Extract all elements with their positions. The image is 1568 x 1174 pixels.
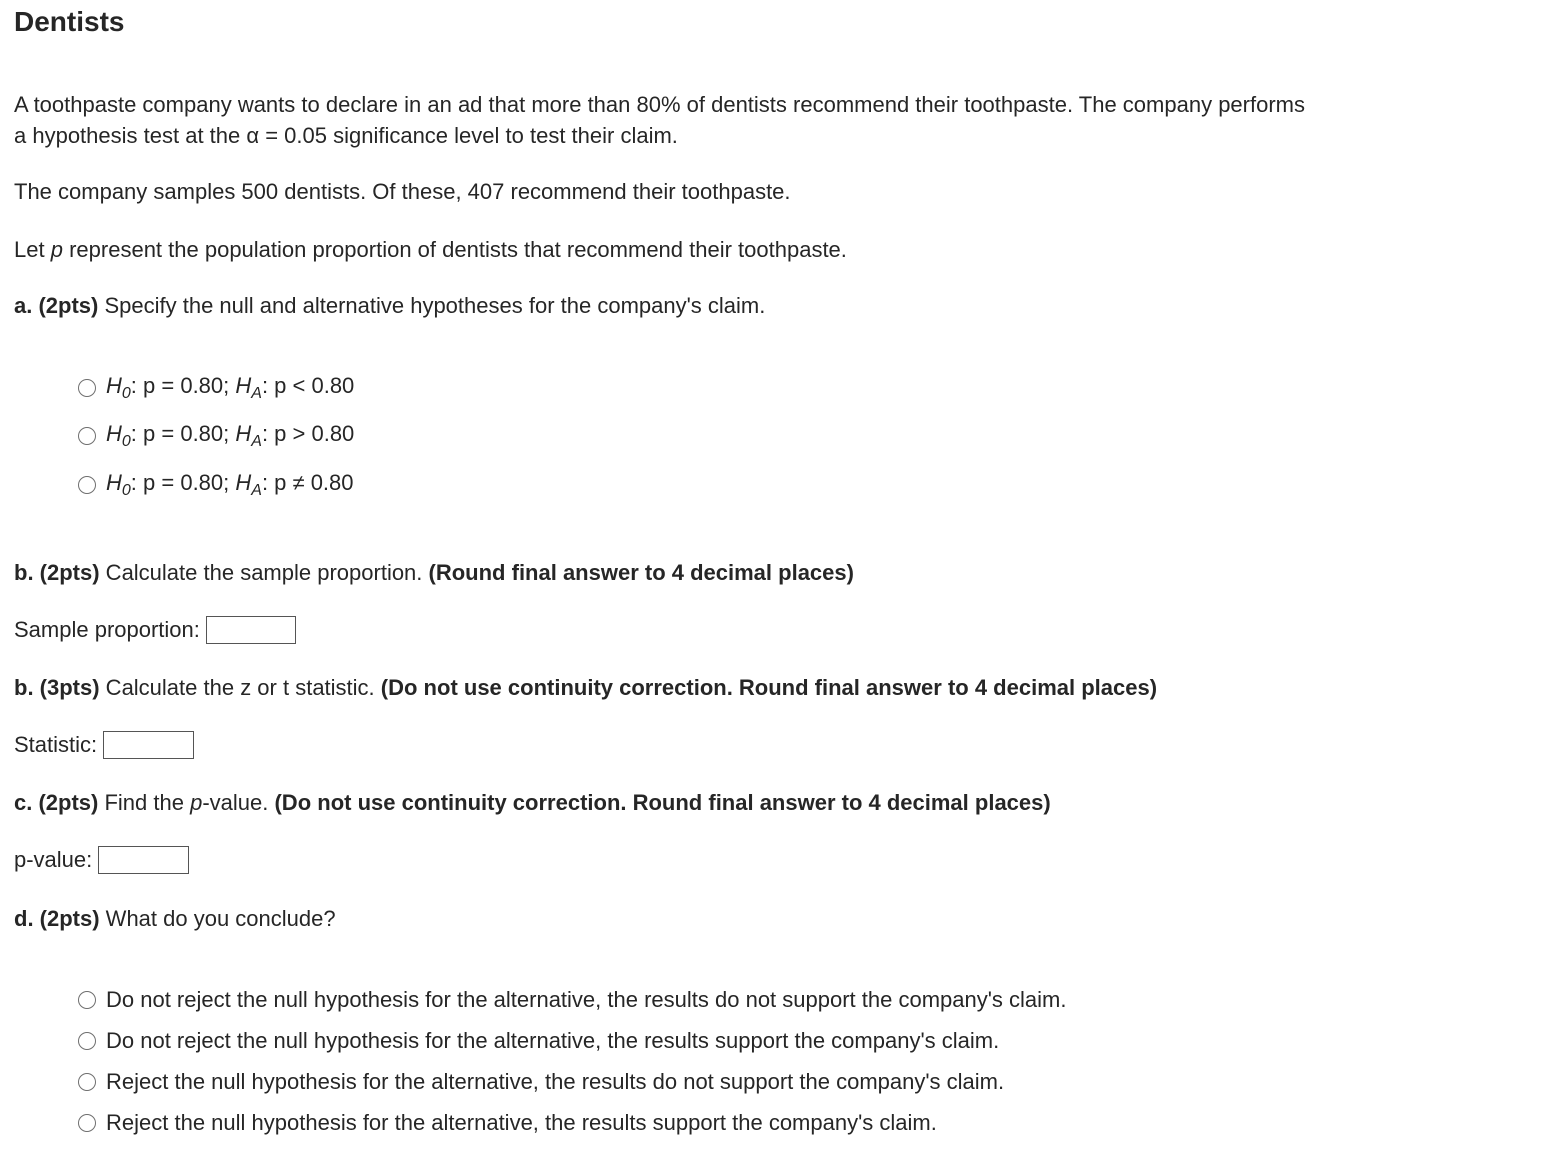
part-b2-note: (Do not use continuity correction. Round final answer to 4 decimal places) [380, 675, 1158, 700]
radio-button[interactable] [78, 1114, 96, 1132]
radio-button[interactable] [78, 1073, 96, 1091]
radio-button[interactable] [78, 1032, 96, 1050]
hypothesis-option-2[interactable] [78, 421, 354, 451]
conclusion-option-3[interactable] [78, 1069, 1004, 1095]
sample-proportion-row [14, 616, 296, 644]
part-c-variable: p [190, 790, 203, 815]
part-d-label: d. (2pts) [14, 906, 100, 931]
conclusion-option-1[interactable] [78, 987, 1067, 1013]
part-b1-note: (Round final answer to 4 decimal places) [428, 560, 854, 585]
option-label: Reject the null hypothesis for the alternative, the results support the company's claim. [106, 1110, 937, 1135]
radio-button[interactable] [78, 379, 96, 397]
part-a-text: Specify the null and alternative hypotheses for the company's claim. [98, 293, 766, 318]
page-title: Dentists [14, 6, 125, 37]
option-label: Do not reject the null hypothesis for the alternative, the results do not support the company's claim. [106, 987, 1067, 1012]
parameter-variable: p [50, 237, 63, 262]
option-label: $H_0$: p = 0.80; $H_A$: p < 0.80 [106, 373, 355, 402]
part-b2-label: b. (3pts) [14, 675, 100, 700]
part-d-prompt [14, 903, 336, 934]
sample-proportion-input[interactable] [206, 616, 296, 644]
part-c-label: c. (2pts) [14, 790, 99, 815]
part-c-text-post: -value. [202, 790, 275, 815]
radio-button[interactable] [78, 991, 96, 1009]
let-prefix: Let [14, 237, 45, 262]
statistic-row [14, 731, 194, 759]
part-b2-text: Calculate the z or t statistic. [99, 675, 381, 700]
intro-line-1: A toothpaste company wants to declare in an ad that more than 80% of dentists recommend their toothpaste. The company performs [14, 92, 1305, 117]
part-a-label: a. (2pts) [14, 293, 99, 318]
p-value-input[interactable] [98, 846, 189, 874]
option-label: $H_0$: p = 0.80; $H_A$: p > 0.80 [106, 421, 355, 450]
sample-proportion-label: Sample proportion: [14, 617, 200, 642]
part-b2-prompt [14, 672, 1157, 703]
parameter-definition [14, 234, 847, 265]
p-value-row [14, 846, 189, 874]
p-value-label: p-value: [14, 847, 93, 872]
intro-line-2: a hypothesis test at the α = 0.05 significance level to test their claim. [14, 123, 678, 148]
part-c-note: (Do not use continuity correction. Round final answer to 4 decimal places) [274, 790, 1051, 815]
part-a-prompt [14, 290, 765, 321]
option-label: $H_0$: p = 0.80; $H_A$: p ≠ 0.80 [106, 470, 354, 499]
part-c-prompt [14, 787, 1051, 818]
part-c-text-pre: Find the [98, 790, 191, 815]
hypothesis-option-3[interactable] [78, 470, 354, 500]
part-d-text: What do you conclude? [99, 906, 336, 931]
radio-button[interactable] [78, 476, 96, 494]
conclusion-option-2[interactable] [78, 1028, 999, 1054]
statistic-input[interactable] [103, 731, 194, 759]
statistic-label: Statistic: [14, 732, 98, 757]
part-b1-text: Calculate the sample proportion. [99, 560, 429, 585]
option-label: Reject the null hypothesis for the alternative, the results do not support the company's claim. [106, 1069, 1005, 1094]
sample-description: The company samples 500 dentists. Of these, 407 recommend their toothpaste. [14, 179, 791, 204]
part-b1-label: b. (2pts) [14, 560, 100, 585]
hypothesis-option-1[interactable] [78, 373, 354, 403]
radio-button[interactable] [78, 427, 96, 445]
option-label: Do not reject the null hypothesis for the alternative, the results support the company's claim. [106, 1028, 1000, 1053]
conclusion-option-4[interactable] [78, 1110, 937, 1136]
let-suffix: represent the population proportion of dentists that recommend their toothpaste. [69, 237, 847, 262]
part-b1-prompt [14, 557, 854, 588]
